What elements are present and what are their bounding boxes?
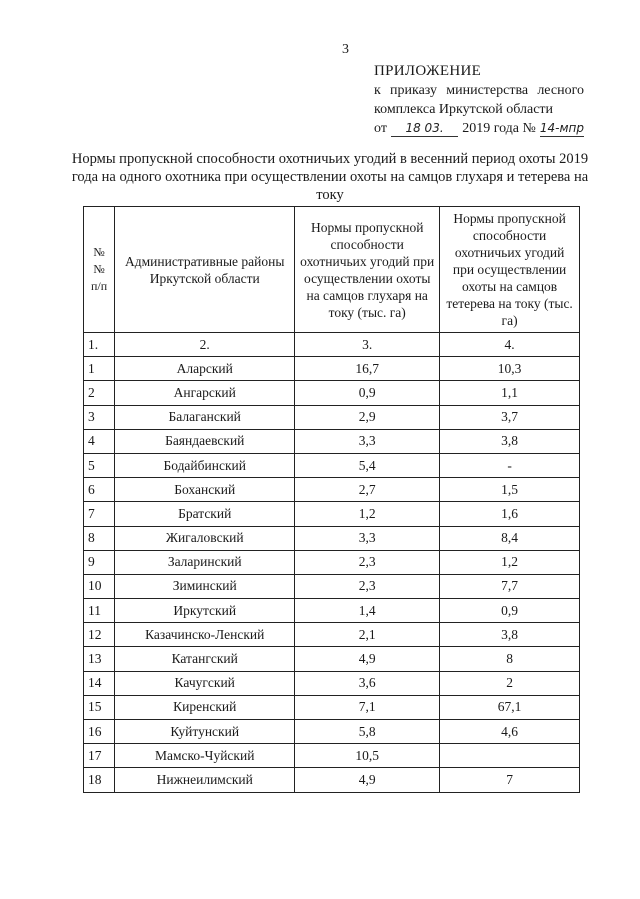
district-name: Жигаловский: [115, 526, 295, 550]
district-name: Качугский: [115, 671, 295, 695]
row-number: 12: [84, 623, 115, 647]
capercaillie-norm: 3,6: [295, 671, 440, 695]
column-number-row: [84, 333, 580, 357]
black-grouse-norm: 67,1: [440, 695, 580, 719]
black-grouse-norm: 1,5: [440, 478, 580, 502]
black-grouse-norm: 1,6: [440, 502, 580, 526]
district-name: Зиминский: [115, 574, 295, 598]
table-row: [84, 671, 580, 695]
black-grouse-norm: 2: [440, 671, 580, 695]
norms-table: [83, 206, 580, 793]
district-name: Катангский: [115, 647, 295, 671]
row-number: 3: [84, 405, 115, 429]
header-district: Административные районы Иркутской области: [115, 207, 295, 333]
capercaillie-norm: 3,3: [295, 429, 440, 453]
document-title: Нормы пропускной способности охотничьих угодий в весенний период охоты 2019 года на одного охотника при осуществлении охоты на самцов глухаря и тетерева на току: [71, 151, 589, 203]
black-grouse-norm: 4,6: [440, 720, 580, 744]
header-capercaillie-norm: Нормы пропускной способности охотничьих угодий при осуществлении охоты на самцов глухаря на току (тыс. га): [295, 207, 440, 333]
row-number: 6: [84, 478, 115, 502]
capercaillie-norm: 5,4: [295, 453, 440, 477]
black-grouse-norm: 0,9: [440, 599, 580, 623]
handwritten-number: 14-мпр: [539, 121, 584, 135]
black-grouse-norm: 8: [440, 647, 580, 671]
black-grouse-norm: 3,8: [440, 429, 580, 453]
district-name: Боханский: [115, 478, 295, 502]
capercaillie-norm: 7,1: [295, 695, 440, 719]
district-name: Аларский: [115, 357, 295, 381]
appendix-ministry-line: комплекса Иркутской области: [374, 102, 554, 117]
district-name: Баяндаевский: [115, 429, 295, 453]
district-name: Нижнеилимский: [115, 768, 295, 792]
row-number: 5: [84, 453, 115, 477]
header-number: №№ п/п: [84, 207, 115, 333]
table-row: [84, 744, 580, 768]
header-black-grouse-norm: Нормы пропускной способности охотничьих угодий при осуществлении охоты на самцов тетерева на току (тыс. га): [440, 207, 580, 333]
table-header-row: [84, 207, 580, 333]
row-number: 16: [84, 720, 115, 744]
district-name: Заларинский: [115, 550, 295, 574]
table-row: [84, 550, 580, 574]
date-prefix: от: [374, 121, 387, 136]
appendix-date-line: [374, 119, 584, 138]
handwritten-date: 18 03.: [391, 121, 458, 137]
capercaillie-norm: 1,2: [295, 502, 440, 526]
district-name: Куйтунский: [115, 720, 295, 744]
row-number: 11: [84, 599, 115, 623]
black-grouse-norm: [440, 744, 580, 768]
row-number: 2: [84, 381, 115, 405]
capercaillie-norm: 16,7: [295, 357, 440, 381]
appendix-order-line: [374, 81, 584, 100]
row-number: 15: [84, 695, 115, 719]
column-number: 1.: [84, 333, 115, 357]
table-row: [84, 429, 580, 453]
appendix-word: лесного: [537, 83, 584, 98]
capercaillie-norm: 0,9: [295, 381, 440, 405]
table-row: [84, 502, 580, 526]
column-number: 2.: [115, 333, 295, 357]
table-row: [84, 357, 580, 381]
black-grouse-norm: 7,7: [440, 574, 580, 598]
black-grouse-norm: 8,4: [440, 526, 580, 550]
table-row: [84, 720, 580, 744]
table-row: [84, 478, 580, 502]
district-name: Балаганский: [115, 405, 295, 429]
capercaillie-norm: 2,9: [295, 405, 440, 429]
black-grouse-norm: 3,7: [440, 405, 580, 429]
district-name: Казачинско-Ленский: [115, 623, 295, 647]
row-number: 14: [84, 671, 115, 695]
appendix-word: к: [374, 83, 381, 98]
district-name: Киренский: [115, 695, 295, 719]
district-name: Мамско-Чуйский: [115, 744, 295, 768]
column-number: 4.: [440, 333, 580, 357]
row-number: 10: [84, 574, 115, 598]
table-row: [84, 453, 580, 477]
appendix-word: министерства: [446, 83, 529, 98]
table-row: [84, 526, 580, 550]
capercaillie-norm: 3,3: [295, 526, 440, 550]
capercaillie-norm: 2,3: [295, 550, 440, 574]
page-number: 3: [342, 42, 349, 57]
black-grouse-norm: 10,3: [440, 357, 580, 381]
capercaillie-norm: 1,4: [295, 599, 440, 623]
capercaillie-norm: 2,1: [295, 623, 440, 647]
capercaillie-norm: 4,9: [295, 768, 440, 792]
row-number: 18: [84, 768, 115, 792]
row-number: 9: [84, 550, 115, 574]
district-name: Иркутский: [115, 599, 295, 623]
appendix-block: [374, 62, 584, 138]
black-grouse-norm: 1,2: [440, 550, 580, 574]
table-row: [84, 623, 580, 647]
appendix-word: приказу: [390, 83, 438, 98]
table-row: [84, 768, 580, 792]
black-grouse-norm: 7: [440, 768, 580, 792]
row-number: 7: [84, 502, 115, 526]
capercaillie-norm: 2,7: [295, 478, 440, 502]
district-name: Братский: [115, 502, 295, 526]
table-row: [84, 574, 580, 598]
appendix-title: ПРИЛОЖЕНИЕ: [374, 63, 482, 79]
district-name: Ангарский: [115, 381, 295, 405]
table-row: [84, 647, 580, 671]
black-grouse-norm: -: [440, 453, 580, 477]
row-number: 4: [84, 429, 115, 453]
column-number: 3.: [295, 333, 440, 357]
capercaillie-norm: 2,3: [295, 574, 440, 598]
capercaillie-norm: 10,5: [295, 744, 440, 768]
row-number: 8: [84, 526, 115, 550]
row-number: 13: [84, 647, 115, 671]
table-row: [84, 695, 580, 719]
table-row: [84, 599, 580, 623]
row-number: 1: [84, 357, 115, 381]
district-name: Бодайбинский: [115, 453, 295, 477]
table-row: [84, 381, 580, 405]
capercaillie-norm: 4,9: [295, 647, 440, 671]
table-body: [84, 333, 580, 793]
black-grouse-norm: 3,8: [440, 623, 580, 647]
row-number: 17: [84, 744, 115, 768]
table-row: [84, 405, 580, 429]
date-suffix: 2019 года №: [462, 121, 536, 136]
black-grouse-norm: 1,1: [440, 381, 580, 405]
capercaillie-norm: 5,8: [295, 720, 440, 744]
